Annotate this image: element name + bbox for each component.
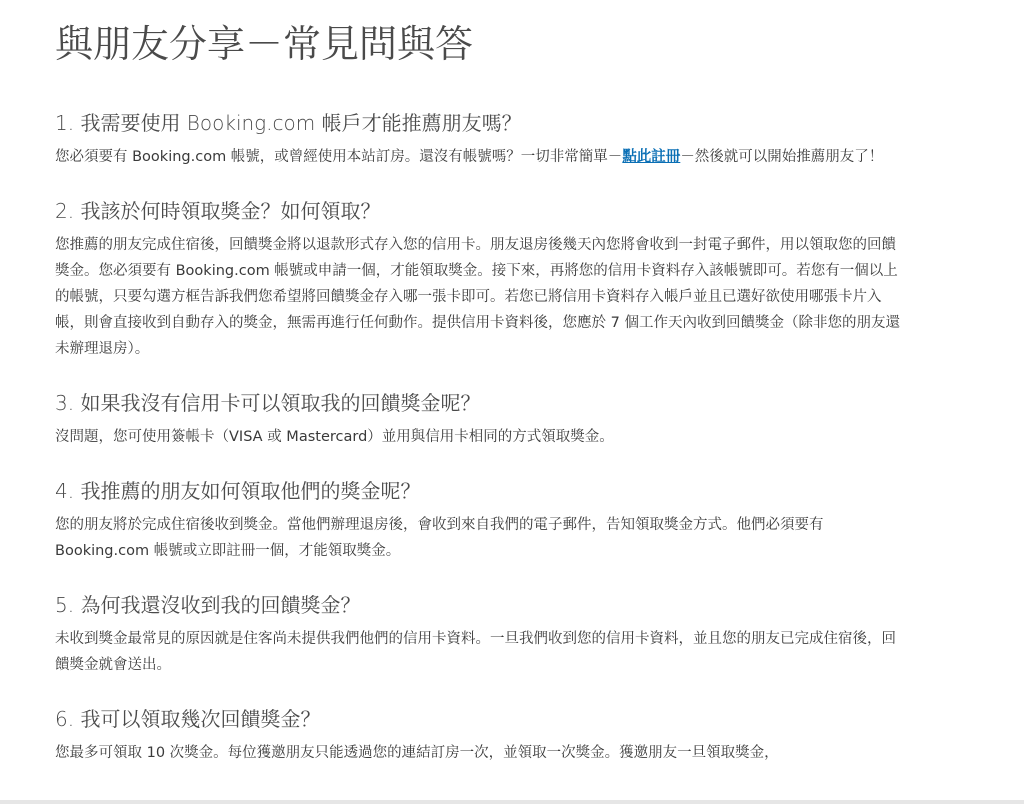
faq-question-6: 6. 我可以領取幾次回饋獎金？ [55, 707, 321, 731]
faq-item-4 [55, 476, 905, 564]
faq-question-3: 3. 如果我沒有信用卡可以領取我的回饋獎金呢？ [55, 391, 481, 415]
faq-answer-6: 您最多可領取 10 次獎金。每位獲邀朋友只能透過您的連結訂房一次，並領取一次獎金。獲邀朋友一旦領取獎金， [55, 745, 779, 761]
faq-answer-5: 未收到獎金最常見的原因就是住客尚未提供我們他們的信用卡資料。一旦我們收到您的信用卡資料，並且您的朋友已完成住宿後，回饋獎金就會送出。 [55, 631, 896, 673]
faq-list [55, 108, 905, 766]
faq-answer-3: 沒問題，您可使用簽帳卡（VISA 或 Mastercard）並用與信用卡相同的方式領取獎金。 [55, 429, 614, 445]
faq-item-3 [55, 388, 905, 450]
faq-question-1: 1. 我需要使用 Booking.com 帳戶才能推薦朋友嗎？ [55, 111, 522, 135]
faq-question-5: 5. 為何我還沒收到我的回饋獎金？ [55, 593, 361, 617]
faq-answer-2: 您推薦的朋友完成住宿後，回饋獎金將以退款形式存入您的信用卡。朋友退房後幾天內您將會收到一封電子郵件，用以領取您的回饋獎金。您必須要有 Booking.com 帳號或申請一個，才能領取獎金。接下來，再將您的信用卡資料存入該帳號即可。若您有一個以上的帳號，只要勾選方框告訴我們您希望將回饋獎金存入哪一張卡即可。若您已將信用卡資料存入帳戶並且已選好欲使用哪張卡片入帳，則會直接收到自動存入的獎金，無需再進行任何動作。提供信用卡資料後，您應於 7 個工作天內收到回饋獎金（除非您的朋友還未辦理退房）。 [55, 237, 900, 357]
faq-item-1 [55, 108, 905, 170]
faq-question-2: 2. 我該於何時領取獎金？如何領取？ [55, 199, 381, 223]
faq-item-6 [55, 704, 905, 766]
register-link[interactable]: 點此註冊 [622, 149, 681, 165]
faq-answer-1-text-after: －然後就可以開始推薦朋友了！ [680, 149, 884, 165]
faq-answer-4: 您的朋友將於完成住宿後收到獎金。當他們辦理退房後，會收到來自我們的電子郵件，告知領取獎金方式。他們必須要有 Booking.com 帳號或立即註冊一個，才能領取獎金。 [55, 517, 824, 559]
page-title: 與朋友分享－常見問與答 [55, 22, 474, 66]
faq-question-4: 4. 我推薦的朋友如何領取他們的獎金呢？ [55, 479, 421, 503]
faq-page [55, 18, 905, 792]
faq-answer-1-text-before: 您必須要有 Booking.com 帳號，或曾經使用本站訂房。還沒有帳號嗎？一切非常簡單－ [55, 149, 623, 165]
faq-item-2 [55, 196, 905, 362]
bottom-edge-divider [0, 800, 1024, 804]
faq-answer-1 [55, 144, 905, 170]
faq-item-5 [55, 590, 905, 678]
